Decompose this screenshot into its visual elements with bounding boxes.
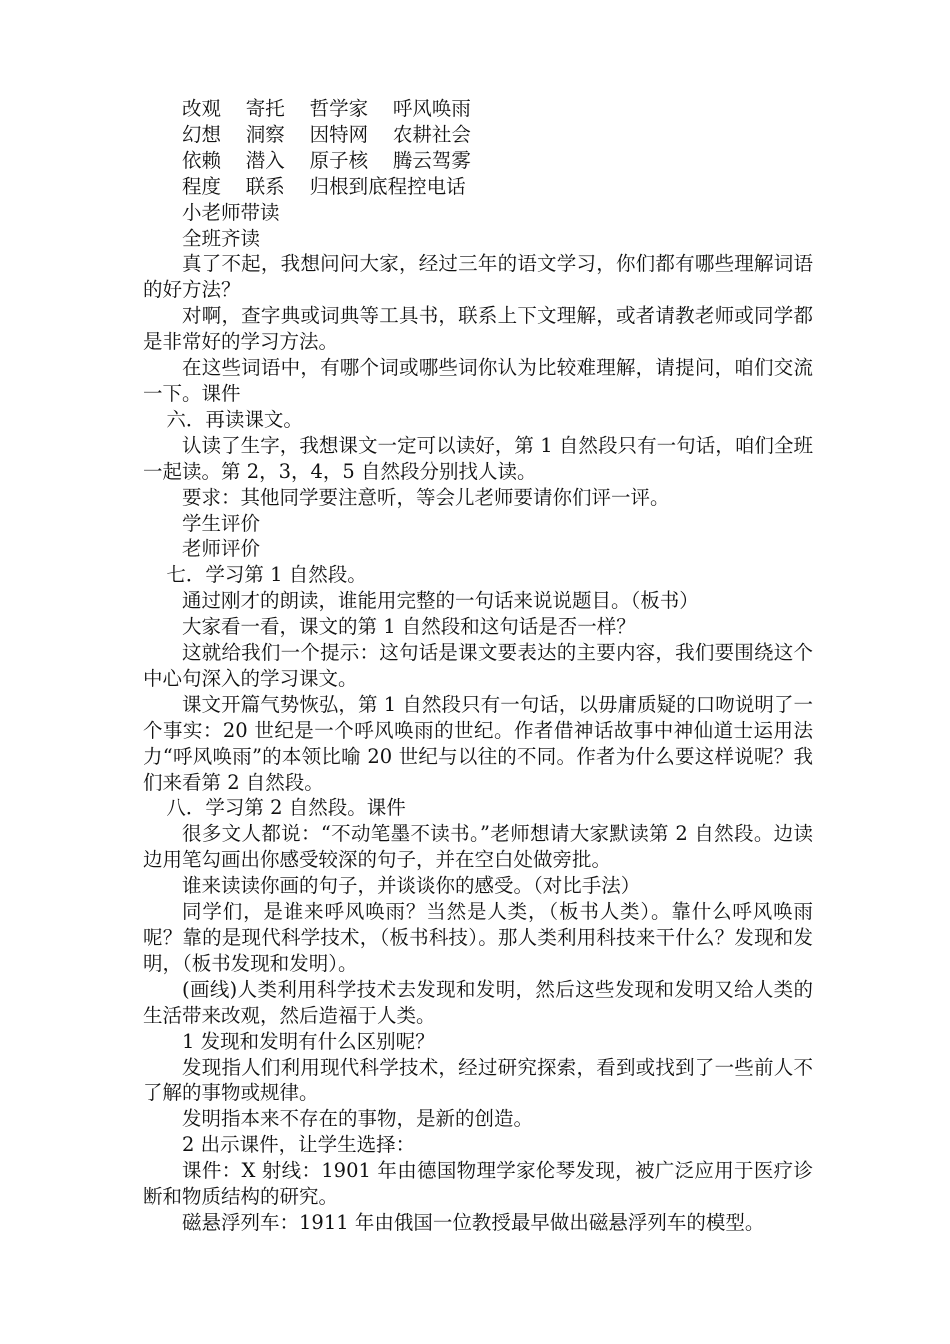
document-body [143,96,813,1236]
paragraph: 2 出示课件，让学生选择： [182,1133,416,1157]
vocabulary-row: 幻想 洞察 因特网 农耕社会 [182,122,471,146]
paragraph: 小老师带读 [182,200,280,224]
paragraph: 全班齐读 [182,226,261,250]
paragraph: 谁来读读你画的句子，并谈谈你的感受。（对比手法） [182,874,641,898]
paragraph: (画线)人类利用科学技术去发现和发明，然后这些发现和发明又给人类的生活带来改观，然后造福于人类。 [143,977,813,1027]
paragraph: 学生评价 [182,511,261,535]
paragraph: 这就给我们一个提示：这句话是课文要表达的主要内容，我们要围绕这个中心句深入的学习课文。 [143,641,813,690]
paragraph: 大家看一看，课文的第 1 自然段和这句话是否一样？ [182,615,636,639]
paragraph: 磁悬浮列车：1911 年由俄国一位教授最早做出磁悬浮列车的模型。 [182,1210,765,1234]
section-heading: 八．学习第 2 自然段。课件 [166,796,406,820]
paragraph: 同学们，是谁来呼风唤雨？当然是人类，（板书人类）。靠什么呼风唤雨呢？靠的是现代科学技术，（板书科技）。那人类利用科技来干什么？发现和发明，（板书发现和发明）。 [143,900,813,975]
paragraph: 对啊，查字典或词典等工具书，联系上下文理解，或者请教老师或同学都是非常好的学习方法。 [143,304,813,354]
section-heading: 六．再读课文。 [166,407,303,431]
paragraph: 老师评价 [182,537,261,561]
paragraph: 认读了生字，我想课文一定可以读好，第 1 自然段只有一句话，咱们全班一起读。第 2，3，4，5 自然段分别找人读。 [143,433,813,483]
paragraph: 在这些词语中，有哪个词或哪些词你认为比较难理解，请提问，咱们交流一下。课件 [143,356,813,405]
vocabulary-row: 依赖 潜入 原子核 腾云驾雾 [182,148,471,172]
paragraph: 通过刚才的朗读，谁能用完整的一句话来说说题目。（板书） [182,589,699,613]
vocabulary-row: 改观 寄托 哲学家 呼风唤雨 [182,97,471,120]
paragraph: 发现指人们利用现代科学技术，经过研究探索，看到或找到了一些前人不了解的事物或规律。 [143,1055,813,1105]
paragraph: 很多文人都说：“不动笔墨不读书。”老师想请大家默读第 2 自然段。边读边用笔勾画出你感受较深的句子，并在空白处做旁批。 [143,822,813,872]
paragraph: 真了不起，我想问问大家，经过三年的语文学习，你们都有哪些理解词语的好方法？ [143,252,813,302]
paragraph: 课件：X 射线：1901 年由德国物理学家伦琴发现，被广泛应用于医疗诊断和物质结构的研究。 [143,1159,813,1209]
paragraph: 要求：其他同学要注意听，等会儿老师要请你们评一评。 [182,485,670,509]
paragraph: 1 发现和发明有什么区别呢？ [182,1029,435,1053]
paragraph: 发明指本来不存在的事物，是新的创造。 [182,1107,534,1131]
vocabulary-row: 程度 联系 归根到底程控电话 [182,174,466,198]
paragraph: 课文开篇气势恢弘，第 1 自然段只有一句话，以毋庸质疑的口吻说明了一个事实：20 世纪是一个呼风唤雨的世纪。作者借神话故事中神仙道士运用法力“呼风唤雨”的本领比喻 20 世纪与以往的不同。作者为什么要这样说呢？我们来看第 2 自然段。 [143,692,813,794]
section-heading: 七．学习第 1 自然段。 [166,563,367,587]
